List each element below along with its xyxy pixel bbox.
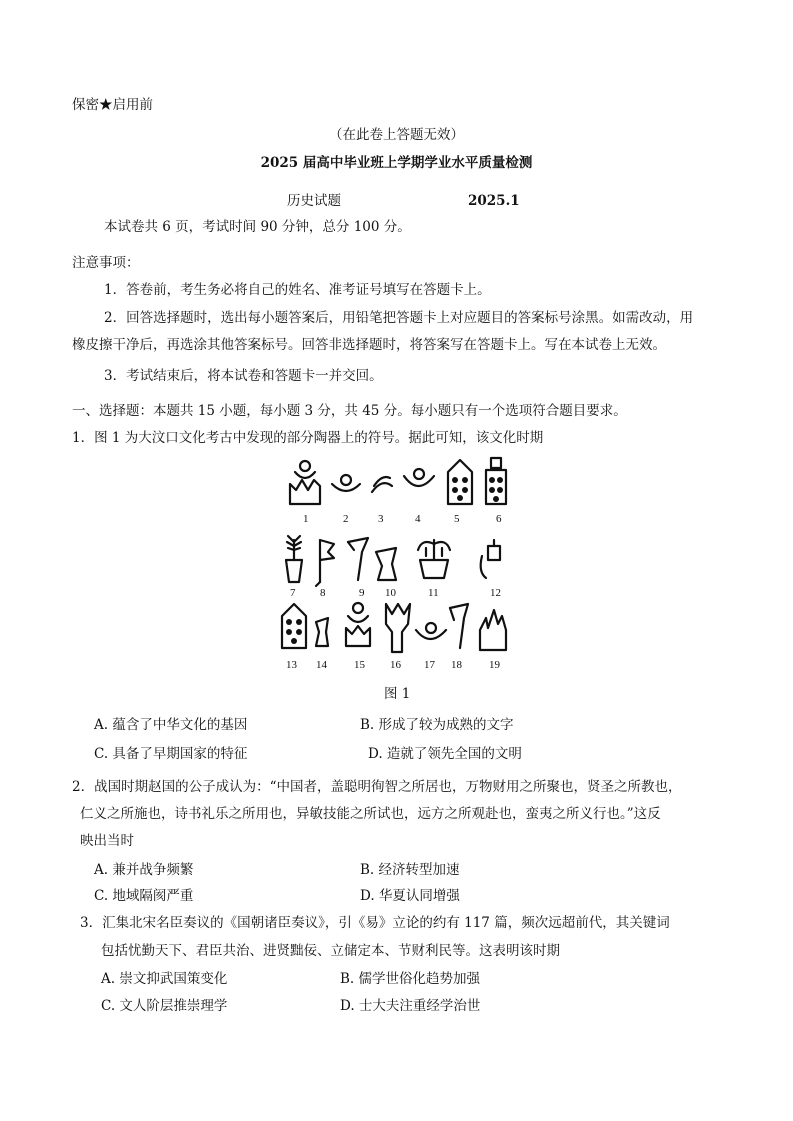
symbol-11 — [418, 540, 450, 578]
invalid-note: （在此卷上答题无效） — [329, 127, 464, 143]
question-1-stem: 1．图 1 为大汶口文化考古中发现的部分陶器上的符号。据此可知，该文化时期 — [72, 430, 544, 446]
question-2-option-a[interactable]: A. 兼并战争频繁 — [94, 862, 194, 878]
notice-title: 注意事项： — [72, 255, 140, 271]
symbol-14 — [316, 618, 328, 646]
symbol-19 — [480, 610, 506, 650]
exam-title: 2025 届高中毕业班上学期学业水平质量检测 — [260, 155, 533, 171]
exam-date: 2025.1 — [468, 193, 520, 209]
symbol-8 — [316, 540, 334, 586]
symbol-number: 16 — [390, 659, 401, 671]
symbol-15 — [346, 603, 370, 646]
question-1-option-c[interactable]: C. 具备了早期国家的特征 — [94, 746, 248, 762]
question-3-option-c[interactable]: C. 文人阶层推崇理学 — [101, 998, 228, 1014]
symbol-7 — [286, 536, 302, 582]
symbol-number: 7 — [290, 587, 296, 599]
question-2-line-1: 2．战国时期赵国的公子成认为：“中国者，盖聪明徇智之所居也，万物财用之所聚也，贤圣之所教也， — [72, 779, 682, 795]
symbol-12 — [481, 540, 500, 578]
notice-item-3: 3．考试结束后，将本试卷和答题卡一并交回。 — [104, 368, 383, 384]
symbol-number: 12 — [490, 587, 501, 599]
symbol-number: 13 — [286, 659, 297, 671]
question-2-line-2: 仁义之所施也，诗书礼乐之所用也，异敏技能之所试也，远方之所观赴也，蛮夷之所义行也。”这反 — [80, 806, 661, 822]
symbol-17 — [416, 623, 446, 639]
figure-caption: 图 1 — [384, 686, 411, 702]
figure-1-pottery-symbols — [268, 456, 526, 674]
question-3-option-b[interactable]: B. 儒学世俗化趋势加强 — [340, 971, 481, 987]
symbol-number: 2 — [343, 513, 349, 525]
subject-title: 历史试题 — [287, 193, 341, 209]
symbol-number: 5 — [454, 513, 460, 525]
symbol-number: 17 — [424, 659, 435, 671]
notice-item-2-line-2: 橡皮擦干净后，再选涂其他答案标号。回答非选择题时，将答案写在答题卡上。写在本试卷上无效。 — [72, 337, 666, 353]
question-2-option-c[interactable]: C. 地域隔阂严重 — [94, 888, 194, 904]
symbol-number: 18 — [451, 659, 462, 671]
question-2-option-d[interactable]: D. 华夏认同增强 — [360, 888, 460, 904]
symbol-number: 10 — [385, 587, 396, 599]
symbol-18 — [450, 604, 468, 648]
symbol-5 — [448, 460, 472, 504]
symbol-number: 3 — [378, 513, 384, 525]
symbol-9 — [348, 538, 368, 580]
symbol-number: 14 — [316, 659, 327, 671]
symbol-1 — [290, 461, 320, 504]
exam-info: 本试卷共 6 页，考试时间 90 分钟，总分 100 分。 — [104, 219, 411, 235]
symbol-number: 19 — [489, 659, 500, 671]
symbol-3 — [372, 477, 392, 492]
symbol-number: 6 — [496, 513, 502, 525]
section-title: 一、选择题：本题共 15 小题，每小题 3 分，共 45 分。每小题只有一个选项符合题目要求。 — [72, 403, 627, 419]
confidential-label: 保密★启用前 — [72, 97, 153, 113]
symbol-number: 15 — [354, 659, 365, 671]
symbol-number: 1 — [303, 513, 309, 525]
notice-item-2-line-1: 2．回答选择题时，选出每小题答案后，用铅笔把答题卡上对应题目的答案标号涂黑。如需改动，用 — [104, 310, 694, 326]
question-2-option-b[interactable]: B. 经济转型加速 — [360, 862, 460, 878]
question-1-option-d[interactable]: D. 造就了领先全国的文明 — [368, 746, 522, 762]
symbol-6 — [486, 458, 506, 504]
symbol-number: 8 — [320, 587, 326, 599]
question-3-line-1: 3．汇集北宋名臣奏议的《国朝诸臣奏议》，引《易》立论的约有 117 篇，频次远超前代，其关键词 — [80, 915, 670, 931]
symbol-4 — [404, 469, 434, 486]
question-3-option-a[interactable]: A. 崇文抑武国策变化 — [101, 971, 228, 987]
notice-item-1: 1．答卷前，考生务必将自己的姓名、准考证号填写在答题卡上。 — [104, 282, 491, 298]
question-1-option-b[interactable]: B. 形成了较为成熟的文字 — [360, 717, 514, 733]
symbol-number: 11 — [428, 587, 439, 599]
symbol-16 — [386, 604, 410, 652]
question-3-option-d[interactable]: D. 士大夫注重经学治世 — [340, 998, 481, 1014]
question-3-line-2: 包括忧勤天下、君臣共治、进贤黜佞、立储定本、节财利民等。这表明该时期 — [101, 943, 560, 959]
symbol-number: 9 — [359, 587, 365, 599]
symbol-13 — [282, 604, 306, 648]
symbol-10 — [376, 548, 396, 580]
question-2-line-3: 映出当时 — [80, 833, 134, 849]
symbol-number: 4 — [415, 513, 421, 525]
question-1-option-a[interactable]: A. 蕴含了中华文化的基因 — [94, 717, 248, 733]
symbol-2 — [332, 475, 360, 491]
